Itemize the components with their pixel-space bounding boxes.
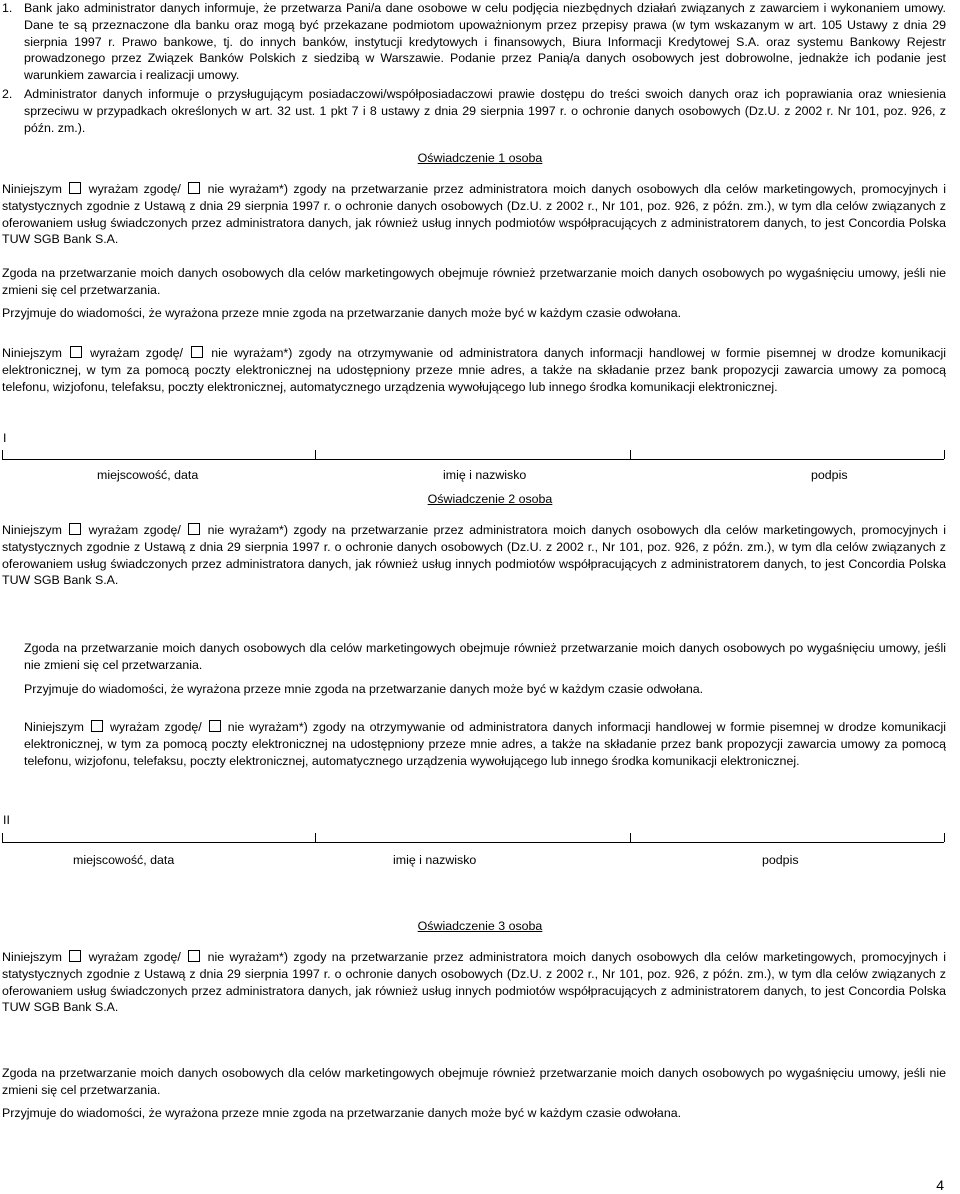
signature-tick xyxy=(630,833,631,842)
agree-label: wyrażam zgodę/ xyxy=(88,950,181,964)
disagree-checkbox[interactable] xyxy=(188,950,200,962)
statement-3-title: Oświadczenie 3 osoba xyxy=(417,919,543,933)
agree-label: wyrażam zgodę/ xyxy=(90,346,183,360)
statement-1-consent-marketing xyxy=(2,181,946,248)
statement-1-title: Oświadczenie 1 osoba xyxy=(417,151,543,165)
agree-checkbox[interactable] xyxy=(91,720,103,732)
statement-2-title: Oświadczenie 2 osoba xyxy=(427,492,553,506)
place-date-label: miejscowość, data xyxy=(97,468,199,482)
signature-tick xyxy=(630,450,631,459)
clause-1 xyxy=(2,0,946,84)
statement-2-revocation-text: Przyjmuje do wiadomości, że wyrażona przeze mnie zgoda na przetwarzanie danych może być w każdym czasie odwołana. xyxy=(24,682,704,696)
statement-2-consent-commercial xyxy=(24,719,946,769)
disagree-checkbox[interactable] xyxy=(191,346,203,358)
statement-1-scope-text: Zgoda na przetwarzanie moich danych osobowych dla celów marketingowych obejmuje również przetwarzanie moich danych osobowych po wygaśnięciu umowy, jeśli nie zmieni się cel przetwarzania. xyxy=(2,266,946,297)
signature-line-1 xyxy=(2,459,944,460)
consent-text: nie wyrażam*) zgody na przetwarzanie przez administratora moich danych osobowych dla celów marketingowych, promocyjnych i statystycznych zgodnie z Ustawą z dnia 29 sierpnia 1997 r. o ochronie danych osobowych (Dz.U. z 2002 r., Nr 101, poz. 926, z późn. zm.), w tym dla celów związanych z oferowaniem usług świadczonych przez administratora danych, jak również usług innych podmiotów współpracujących z administratorem danych, to jest Concordia Polska TUW SGB Bank S.A. xyxy=(2,523,946,588)
signature-marker-1: I xyxy=(3,431,7,445)
consent-text: nie wyrażam*) zgody na otrzymywanie od administratora danych informacji handlowej w formie pisemnej w drodze komunikacji elektronicznej, w tym za pomocą poczty elektronicznej na udostępniony przeze mnie adres, a także na składanie przez bank propozycji zawarcia umowy za pomocą telefonu, wizjofonu, telefaksu, poczty elektronicznej, automatycznego urządzenia wywołującego lub innego środka komunikacji elektronicznej. xyxy=(2,346,946,394)
signature-marker-2: II xyxy=(3,813,10,827)
statement-2-scope-text: Zgoda na przetwarzanie moich danych osobowych dla celów marketingowych obejmuje również przetwarzanie moich danych osobowych po wygaśnięciu umowy, jeśli nie zmieni się cel przetwarzania. xyxy=(24,641,946,672)
page-number: 4 xyxy=(936,1177,944,1194)
signature-tick xyxy=(315,833,316,842)
signature-line-2 xyxy=(2,842,944,843)
consent-lead: Niniejszym xyxy=(2,523,62,537)
clause-1-text: Bank jako administrator danych informuje, że przetwarza Pani/a dane osobowe w celu podjęcia niezbędnych działań związanych z zawarciem i wykonaniem umowy. Dane te są przeznaczone dla banku oraz mogą być przekazane podmiotom upoważnionym przez przepisy prawa (w tym wskazanym w art. 105 Ustawy z dnia 29 sierpnia 1997 r. Prawo bankowe, tj. do innych banków, instytucji kredytowych i finansowych, Biura Informacji Kredytowej S.A. oraz systemu Bankowy Rejestr prowadzonego przez Związek Banków Polskich z siedzibą w Warszawie. Podanie przez Panią/a danych osobowych jest dobrowolne, jednakże ich podanie jest warunkiem zawarcia i realizacji umowy. xyxy=(24,1,946,83)
clause-2-number: 2. xyxy=(2,87,13,101)
consent-lead: Niniejszym xyxy=(24,720,84,734)
signature-label: podpis xyxy=(762,853,799,867)
disagree-checkbox[interactable] xyxy=(188,182,200,194)
full-name-label: imię i nazwisko xyxy=(393,853,477,867)
agree-checkbox[interactable] xyxy=(70,346,82,358)
statement-2-consent-marketing xyxy=(2,522,946,589)
clause-1-number: 1. xyxy=(2,1,13,15)
clause-2-text: Administrator danych informuje o przysługującym posiadaczowi/współposiadaczowi prawie dostępu do treści swoich danych oraz ich poprawiania oraz wniesienia sprzeciwu w przypadkach określonych w art. 32 ust. 1 pkt 7 i 8 ustawy z dnia 29 sierpnia 1997 r. o ochronie danych osobowych (Dz.U. z 2002 r. Nr 101, poz. 926, z późn. zm.). xyxy=(24,87,946,135)
statement-1-revocation-text: Przyjmuje do wiadomości, że wyrażona przeze mnie zgoda na przetwarzanie danych może być w każdym czasie odwołana. xyxy=(2,306,682,320)
signature-tick xyxy=(944,450,945,459)
place-date-label: miejscowość, data xyxy=(73,853,175,867)
full-name-label: imię i nazwisko xyxy=(443,468,527,482)
consent-lead: Niniejszym xyxy=(2,346,62,360)
statement-1-consent-commercial xyxy=(2,345,946,395)
signature-tick xyxy=(2,833,3,842)
signature-label: podpis xyxy=(811,468,848,482)
agree-label: wyrażam zgodę/ xyxy=(88,523,181,537)
signature-tick xyxy=(944,833,945,842)
agree-label: wyrażam zgodę/ xyxy=(109,720,202,734)
agree-checkbox[interactable] xyxy=(69,182,81,194)
agree-checkbox[interactable] xyxy=(69,950,81,962)
consent-lead: Niniejszym xyxy=(2,182,62,196)
statement-3-consent-marketing xyxy=(2,949,946,1016)
disagree-checkbox[interactable] xyxy=(188,523,200,535)
statement-3-revocation-text: Przyjmuje do wiadomości, że wyrażona przeze mnie zgoda na przetwarzanie danych może być w każdym czasie odwołana. xyxy=(2,1106,682,1120)
signature-tick xyxy=(315,450,316,459)
agree-checkbox[interactable] xyxy=(69,523,81,535)
signature-tick xyxy=(2,450,3,459)
disagree-checkbox[interactable] xyxy=(209,720,221,732)
clause-2 xyxy=(2,86,946,136)
consent-text: nie wyrażam*) zgody na przetwarzanie przez administratora moich danych osobowych dla celów marketingowych, promocyjnych i statystycznych zgodnie z Ustawą z dnia 29 sierpnia 1997 r. o ochronie danych osobowych (Dz.U. z 2002 r., Nr 101, poz. 926, z późn. zm.), w tym dla celów związanych z oferowaniem usług świadczonych przez administratora danych, jak również usług innych podmiotów współpracujących z administratorem danych, to jest Concordia Polska TUW SGB Bank S.A. xyxy=(2,950,946,1015)
agree-label: wyrażam zgodę/ xyxy=(88,182,181,196)
statement-3-scope-text: Zgoda na przetwarzanie moich danych osobowych dla celów marketingowych obejmuje również przetwarzanie moich danych osobowych po wygaśnięciu umowy, jeśli nie zmieni się cel przetwarzania. xyxy=(2,1066,946,1097)
consent-text: nie wyrażam*) zgody na przetwarzanie przez administratora moich danych osobowych dla celów marketingowych, promocyjnych i statystycznych zgodnie z Ustawą z dnia 29 sierpnia 1997 r. o ochronie danych osobowych (Dz.U. z 2002 r., Nr 101, poz. 926, z późn. zm.), w tym dla celów związanych z oferowaniem usług świadczonych przez administratora danych, jak również usług innych podmiotów współpracujących z administratorem danych, to jest Concordia Polska TUW SGB Bank S.A. xyxy=(2,182,946,247)
consent-text: nie wyrażam*) zgody na otrzymywanie od administratora danych informacji handlowej w formie pisemnej w drodze komunikacji elektronicznej, w tym za pomocą poczty elektronicznej na udostępniony przeze mnie adres, a także na składanie przez bank propozycji zawarcia umowy za pomocą telefonu, wizjofonu, telefaksu, poczty elektronicznej, automatycznego urządzenia wywołującego lub innego środka komunikacji elektronicznej. xyxy=(24,720,947,768)
consent-lead: Niniejszym xyxy=(2,950,62,964)
